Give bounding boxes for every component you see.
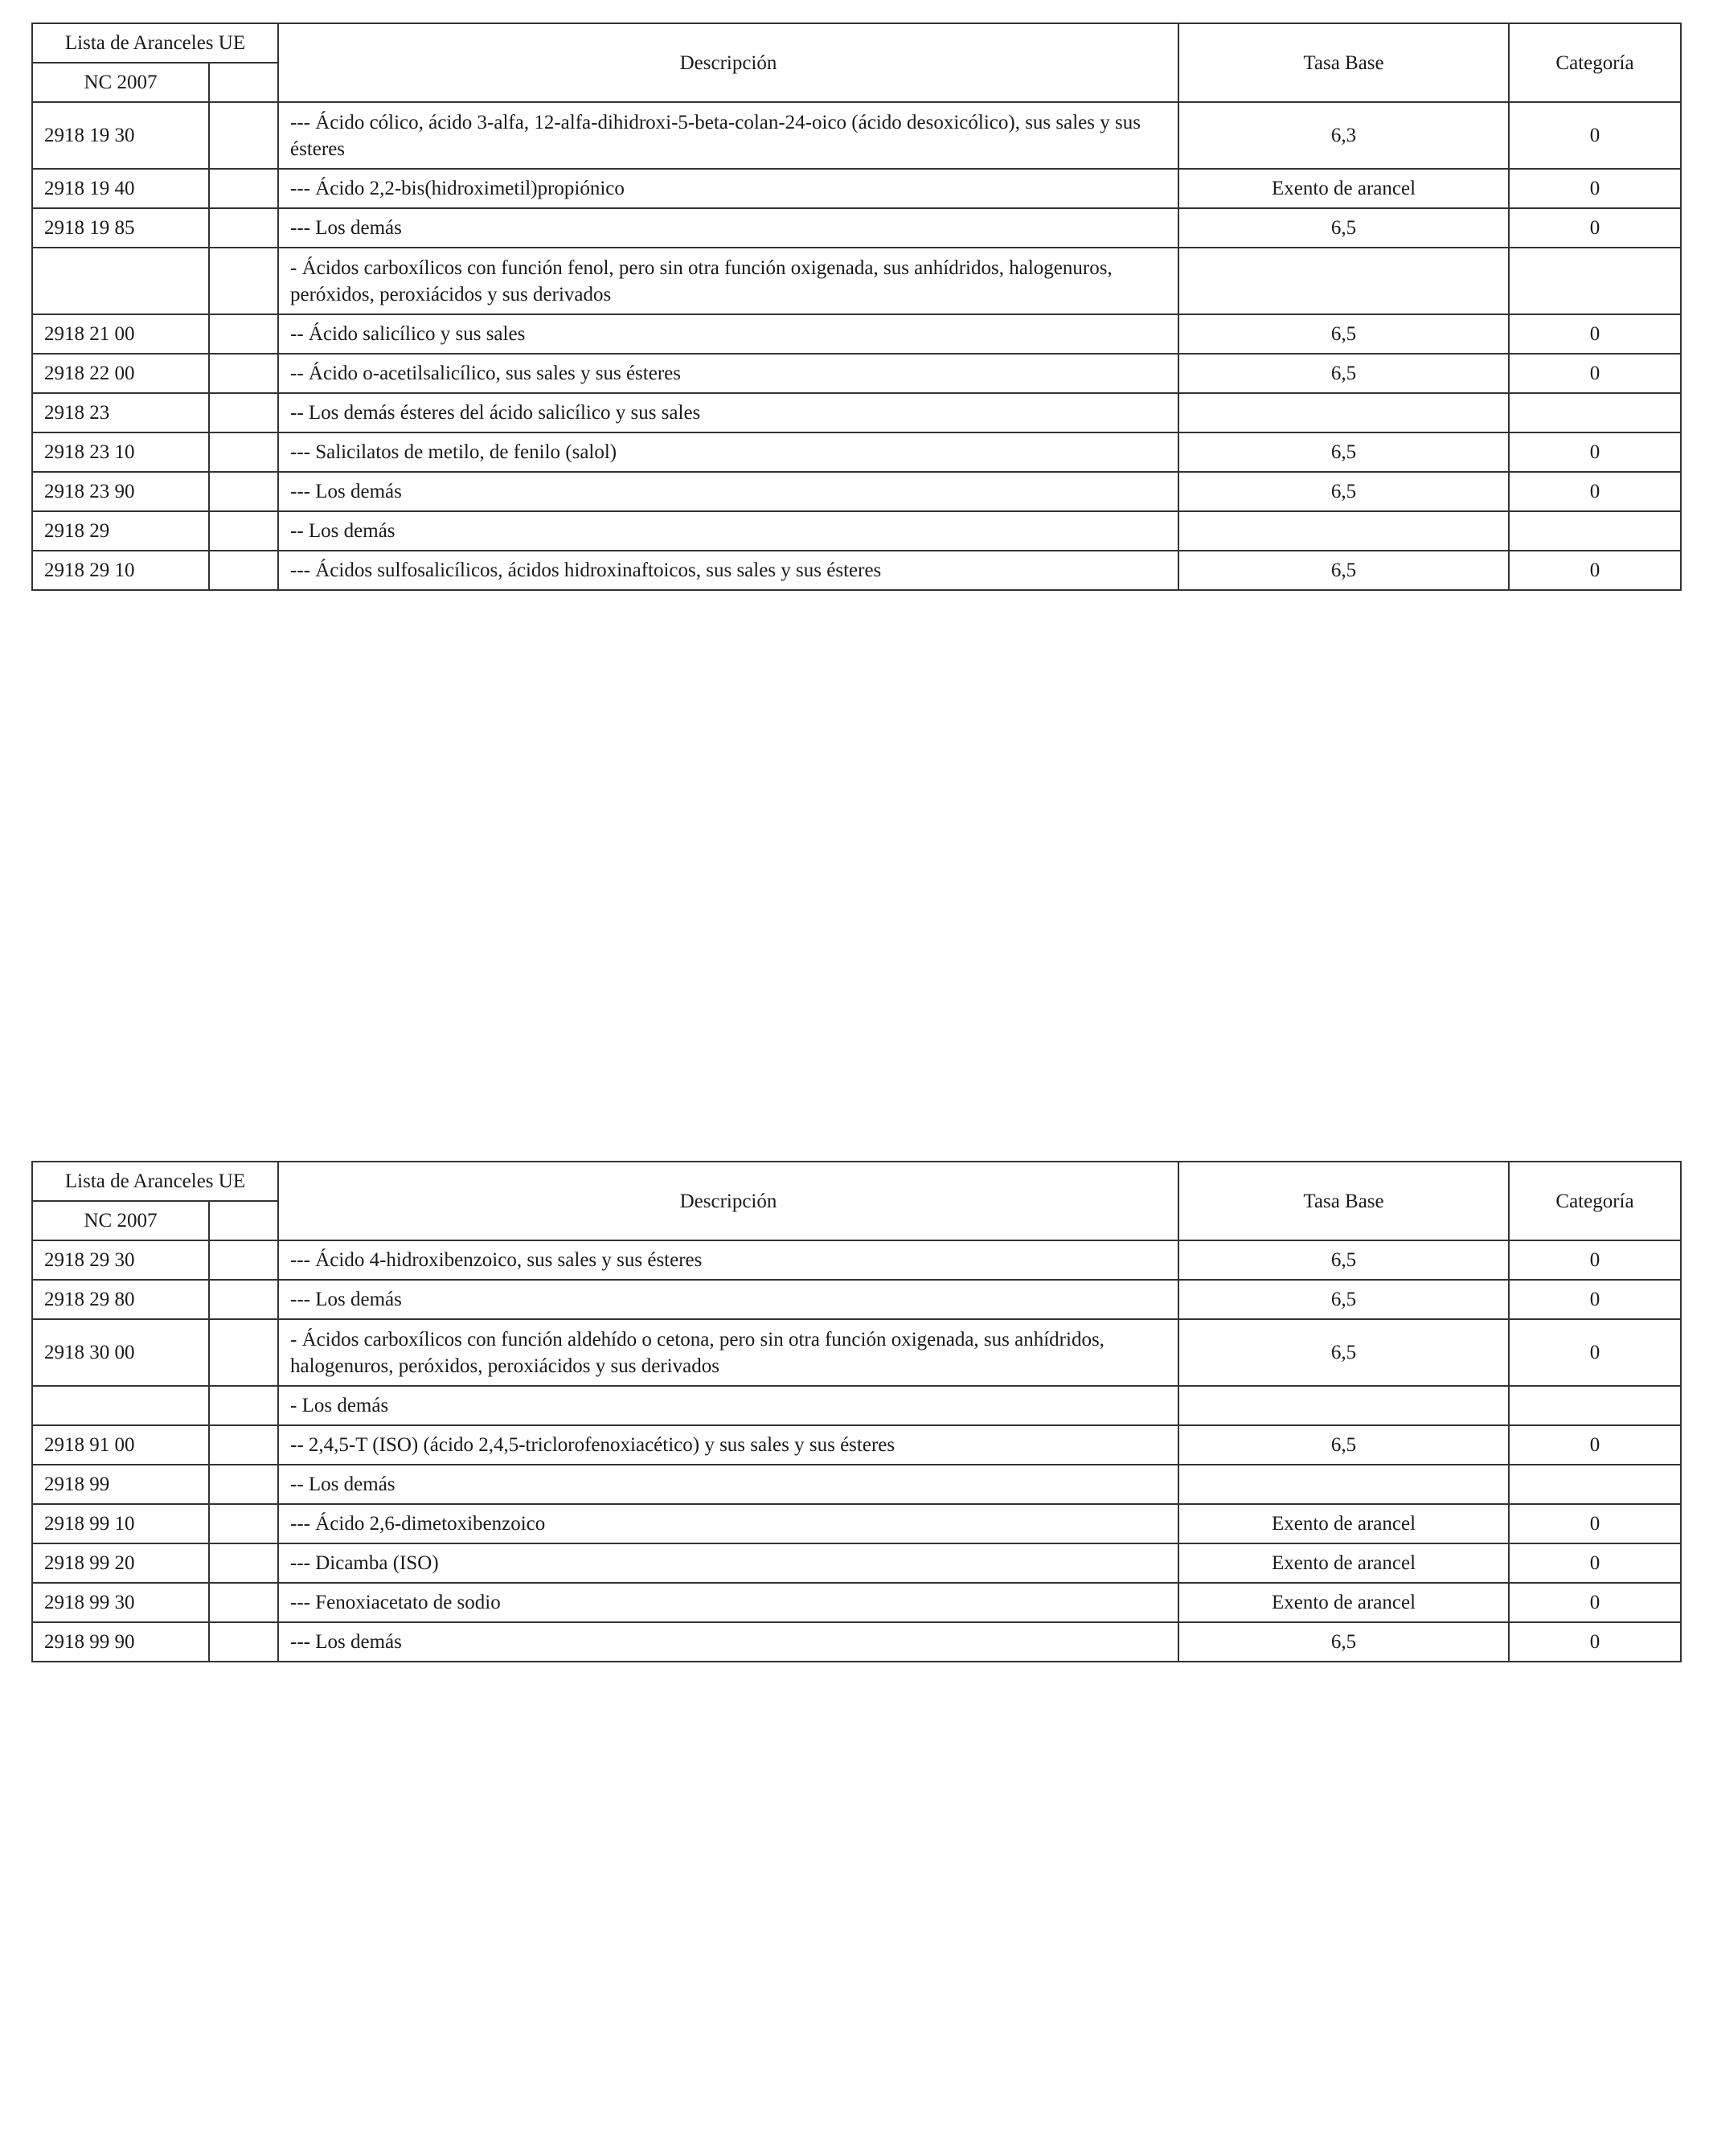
description: --- Salicilatos de metilo, de fenilo (salol) bbox=[278, 432, 1178, 472]
description: - Ácidos carboxílicos con función fenol, pero sin otra función oxigenada, sus anhídridos, halogenuros, peróxidos, peroxiácidos y sus derivados bbox=[278, 248, 1178, 314]
cn-code: 2918 99 bbox=[32, 1465, 209, 1504]
base-rate bbox=[1178, 1465, 1509, 1504]
category: 0 bbox=[1509, 1583, 1681, 1622]
description: -- Los demás bbox=[278, 511, 1178, 551]
empty-cell bbox=[209, 432, 278, 472]
table-row bbox=[32, 511, 1681, 551]
description: --- Ácido 4-hidroxibenzoico, sus sales y sus ésteres bbox=[278, 1240, 1178, 1280]
table-row bbox=[32, 208, 1681, 248]
description: -- Ácido o-acetilsalicílico, sus sales y sus ésteres bbox=[278, 354, 1178, 393]
table-row bbox=[32, 248, 1681, 314]
category: 0 bbox=[1509, 1425, 1681, 1465]
table-row bbox=[32, 1583, 1681, 1622]
base-rate: Exento de arancel bbox=[1178, 1543, 1509, 1583]
category: 0 bbox=[1509, 354, 1681, 393]
table-row bbox=[32, 1280, 1681, 1319]
tariff-table-2 bbox=[31, 1161, 1682, 1662]
category: 0 bbox=[1509, 551, 1681, 590]
base-rate: 6,5 bbox=[1178, 1319, 1509, 1386]
category: 0 bbox=[1509, 208, 1681, 248]
cn-code: 2918 19 30 bbox=[32, 102, 209, 169]
category: 0 bbox=[1509, 314, 1681, 354]
description: -- Ácido salicílico y sus sales bbox=[278, 314, 1178, 354]
header-category: Categoría bbox=[1509, 1162, 1681, 1240]
base-rate bbox=[1178, 1386, 1509, 1425]
table-row bbox=[32, 354, 1681, 393]
empty-cell bbox=[209, 1240, 278, 1280]
category: 0 bbox=[1509, 1319, 1681, 1386]
base-rate: 6,5 bbox=[1178, 1280, 1509, 1319]
table-row bbox=[32, 1425, 1681, 1465]
cn-code: 2918 91 00 bbox=[32, 1425, 209, 1465]
table-row bbox=[32, 1465, 1681, 1504]
base-rate: 6,5 bbox=[1178, 432, 1509, 472]
empty-cell bbox=[209, 354, 278, 393]
empty-cell bbox=[209, 511, 278, 551]
table-row bbox=[32, 1240, 1681, 1280]
cn-code: 2918 22 00 bbox=[32, 354, 209, 393]
base-rate: 6,5 bbox=[1178, 1622, 1509, 1662]
empty-cell bbox=[209, 1425, 278, 1465]
description: - Los demás bbox=[278, 1386, 1178, 1425]
header-base-rate: Tasa Base bbox=[1178, 1162, 1509, 1240]
table-row bbox=[32, 393, 1681, 432]
base-rate: 6,3 bbox=[1178, 102, 1509, 169]
cn-code: 2918 23 bbox=[32, 393, 209, 432]
empty-cell bbox=[209, 1280, 278, 1319]
category: 0 bbox=[1509, 1280, 1681, 1319]
category: 0 bbox=[1509, 1504, 1681, 1543]
base-rate: Exento de arancel bbox=[1178, 1504, 1509, 1543]
cn-code: 2918 23 10 bbox=[32, 432, 209, 472]
cn-code: 2918 29 80 bbox=[32, 1280, 209, 1319]
category bbox=[1509, 1386, 1681, 1425]
table-row bbox=[32, 102, 1681, 169]
table-row bbox=[32, 314, 1681, 354]
base-rate: 6,5 bbox=[1178, 1240, 1509, 1280]
cn-code bbox=[32, 1386, 209, 1425]
tariff-table-1 bbox=[31, 23, 1682, 591]
description: - Ácidos carboxílicos con función aldehído o cetona, pero sin otra función oxigenada, sus anhídridos, halogenuros, peróxidos, peroxiácidos y sus derivados bbox=[278, 1319, 1178, 1386]
header-base-rate: Tasa Base bbox=[1178, 23, 1509, 102]
cn-code: 2918 19 40 bbox=[32, 169, 209, 208]
header-empty-cell bbox=[209, 63, 278, 102]
base-rate: 6,5 bbox=[1178, 551, 1509, 590]
cn-code: 2918 19 85 bbox=[32, 208, 209, 248]
category: 0 bbox=[1509, 1543, 1681, 1583]
cn-code: 2918 29 bbox=[32, 511, 209, 551]
base-rate bbox=[1178, 393, 1509, 432]
table-row bbox=[32, 472, 1681, 511]
empty-cell bbox=[209, 1543, 278, 1583]
category bbox=[1509, 248, 1681, 314]
header-description: Descripción bbox=[278, 1162, 1178, 1240]
empty-cell bbox=[209, 208, 278, 248]
cn-code: 2918 99 90 bbox=[32, 1622, 209, 1662]
base-rate: 6,5 bbox=[1178, 314, 1509, 354]
table-row bbox=[32, 551, 1681, 590]
description: --- Fenoxiacetato de sodio bbox=[278, 1583, 1178, 1622]
header-empty-cell bbox=[209, 1201, 278, 1240]
category: 0 bbox=[1509, 1622, 1681, 1662]
table-row bbox=[32, 1319, 1681, 1386]
table-row bbox=[32, 432, 1681, 472]
table-row bbox=[32, 1386, 1681, 1425]
description: -- Los demás ésteres del ácido salicílico y sus sales bbox=[278, 393, 1178, 432]
description: --- Ácido cólico, ácido 3-alfa, 12-alfa-dihidroxi-5-beta-colan-24-oico (ácido desoxicólico), sus sales y sus ésteres bbox=[278, 102, 1178, 169]
description: --- Ácido 2,6-dimetoxibenzoico bbox=[278, 1504, 1178, 1543]
base-rate: 6,5 bbox=[1178, 1425, 1509, 1465]
cn-code: 2918 29 10 bbox=[32, 551, 209, 590]
cn-code: 2918 21 00 bbox=[32, 314, 209, 354]
empty-cell bbox=[209, 393, 278, 432]
category: 0 bbox=[1509, 472, 1681, 511]
table-header bbox=[32, 23, 1681, 102]
category: 0 bbox=[1509, 432, 1681, 472]
base-rate bbox=[1178, 511, 1509, 551]
category bbox=[1509, 1465, 1681, 1504]
empty-cell bbox=[209, 1504, 278, 1543]
cn-code bbox=[32, 248, 209, 314]
cn-code: 2918 23 90 bbox=[32, 472, 209, 511]
empty-cell bbox=[209, 1386, 278, 1425]
empty-cell bbox=[209, 248, 278, 314]
cn-code: 2918 99 10 bbox=[32, 1504, 209, 1543]
description: --- Ácido 2,2-bis(hidroximetil)propiónico bbox=[278, 169, 1178, 208]
header-list-label: Lista de Aranceles UE bbox=[32, 1162, 278, 1201]
description: --- Ácidos sulfosalicílicos, ácidos hidroxinaftoicos, sus sales y sus ésteres bbox=[278, 551, 1178, 590]
empty-cell bbox=[209, 551, 278, 590]
base-rate: Exento de arancel bbox=[1178, 169, 1509, 208]
base-rate: 6,5 bbox=[1178, 472, 1509, 511]
description: --- Dicamba (ISO) bbox=[278, 1543, 1178, 1583]
base-rate bbox=[1178, 248, 1509, 314]
header-list-label: Lista de Aranceles UE bbox=[32, 23, 278, 63]
table-row bbox=[32, 169, 1681, 208]
header-nc-label: NC 2007 bbox=[32, 1201, 209, 1240]
description: --- Los demás bbox=[278, 472, 1178, 511]
base-rate: 6,5 bbox=[1178, 208, 1509, 248]
description: -- Los demás bbox=[278, 1465, 1178, 1504]
category: 0 bbox=[1509, 169, 1681, 208]
header-description: Descripción bbox=[278, 23, 1178, 102]
empty-cell bbox=[209, 1319, 278, 1386]
description: -- 2,4,5-T (ISO) (ácido 2,4,5-triclorofenoxiacético) y sus sales y sus ésteres bbox=[278, 1425, 1178, 1465]
header-nc-label: NC 2007 bbox=[32, 63, 209, 102]
empty-cell bbox=[209, 169, 278, 208]
category bbox=[1509, 511, 1681, 551]
empty-cell bbox=[209, 102, 278, 169]
empty-cell bbox=[209, 1465, 278, 1504]
description: --- Los demás bbox=[278, 1280, 1178, 1319]
base-rate: 6,5 bbox=[1178, 354, 1509, 393]
category: 0 bbox=[1509, 1240, 1681, 1280]
cn-code: 2918 29 30 bbox=[32, 1240, 209, 1280]
category bbox=[1509, 393, 1681, 432]
table-row bbox=[32, 1543, 1681, 1583]
table-row bbox=[32, 1622, 1681, 1662]
empty-cell bbox=[209, 1622, 278, 1662]
table-header bbox=[32, 1162, 1681, 1240]
empty-cell bbox=[209, 472, 278, 511]
cn-code: 2918 99 20 bbox=[32, 1543, 209, 1583]
header-category: Categoría bbox=[1509, 23, 1681, 102]
category: 0 bbox=[1509, 102, 1681, 169]
empty-cell bbox=[209, 314, 278, 354]
description: --- Los demás bbox=[278, 1622, 1178, 1662]
description: --- Los demás bbox=[278, 208, 1178, 248]
table-row bbox=[32, 1504, 1681, 1543]
base-rate: Exento de arancel bbox=[1178, 1583, 1509, 1622]
empty-cell bbox=[209, 1583, 278, 1622]
cn-code: 2918 99 30 bbox=[32, 1583, 209, 1622]
cn-code: 2918 30 00 bbox=[32, 1319, 209, 1386]
